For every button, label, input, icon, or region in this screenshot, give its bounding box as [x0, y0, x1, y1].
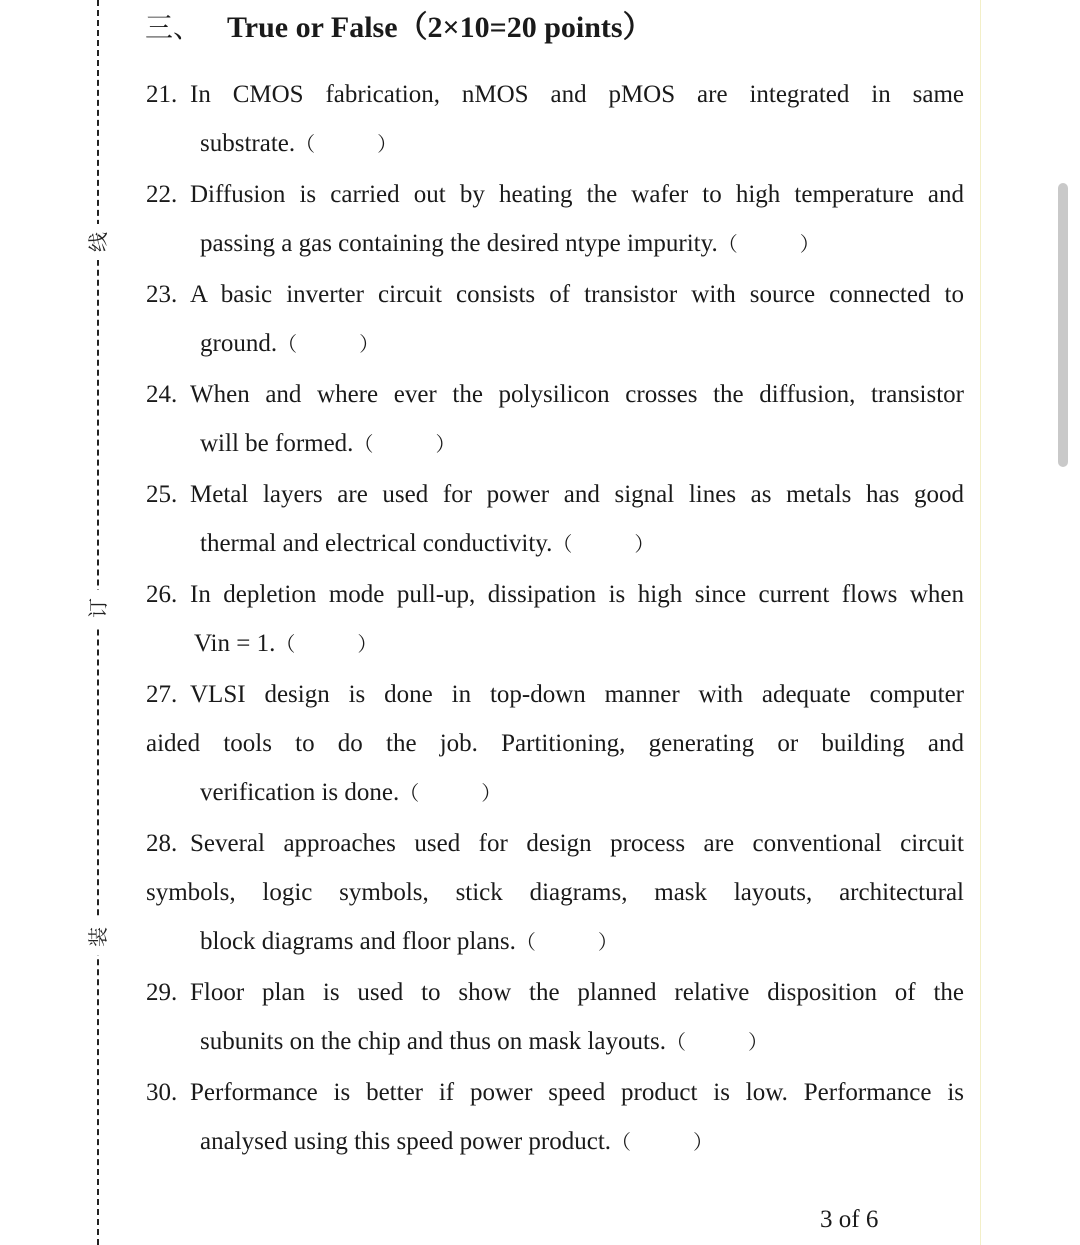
question-item	[146, 1068, 964, 1167]
question-text: In depletion mode pull-up, dissipation is high since current flows when	[190, 581, 964, 608]
question-text: aided tools to do the job. Partitioning, generating or building and	[146, 730, 964, 757]
question-last-line	[146, 1017, 964, 1067]
question-line	[146, 370, 964, 419]
question-text: In CMOS fabrication, nMOS and pMOS are integrated in same	[190, 81, 964, 108]
question-text: ground.	[200, 330, 278, 357]
question-number: 26.	[146, 581, 178, 608]
question-line	[146, 968, 964, 1017]
question-text: subunits on the chip and thus on mask layouts.	[200, 1028, 666, 1055]
blank-close-paren: ）	[597, 930, 618, 954]
blank-close-paren: ）	[357, 632, 378, 656]
question-item	[146, 370, 964, 469]
question-line	[146, 719, 964, 768]
question-item	[146, 570, 964, 669]
section-title: True or False（2×10=20 points）	[227, 11, 653, 44]
question-number: 22.	[146, 181, 178, 208]
question-text: A basic inverter circuit consists of transistor with source connected to	[190, 281, 964, 308]
question-text: block diagrams and floor plans.	[200, 928, 516, 955]
blank-close-paren: ）	[747, 1030, 768, 1054]
answer-blank[interactable]	[516, 918, 618, 967]
answer-blank[interactable]	[399, 769, 501, 818]
blank-open-paren: （	[275, 632, 296, 656]
blank-open-paren: （	[665, 1030, 686, 1054]
question-text: will be formed.	[200, 430, 354, 457]
blank-open-paren: （	[515, 930, 536, 954]
question-number: 27.	[146, 681, 178, 708]
question-last-line	[146, 619, 964, 669]
question-text: thermal and electrical conductivity.	[200, 530, 553, 557]
blank-open-paren: （	[552, 532, 573, 556]
blank-close-paren: ）	[634, 532, 655, 556]
section-heading	[145, 8, 653, 48]
question-text: Floor plan is used to show the planned relative disposition of the	[190, 979, 964, 1006]
question-last-line	[146, 768, 964, 818]
question-text: Diffusion is carried out by heating the wafer to high temperature and	[190, 181, 964, 208]
question-text: symbols, logic symbols, stick diagrams, mask layouts, architectural	[146, 879, 964, 906]
question-last-line	[146, 219, 964, 269]
question-last-line	[146, 319, 964, 369]
question-text: substrate.	[200, 130, 296, 157]
question-line	[146, 170, 964, 219]
blank-close-paren: ）	[481, 781, 502, 805]
page-edge	[980, 0, 981, 1245]
question-item	[146, 968, 964, 1067]
blank-open-paren: （	[295, 132, 316, 156]
question-line	[146, 470, 964, 519]
question-line	[146, 1068, 964, 1117]
blank-close-paren: ）	[799, 232, 820, 256]
question-number: 28.	[146, 830, 178, 857]
page-number: 3 of 6	[820, 1206, 879, 1233]
question-text: Several approaches used for design process are conventional circuit	[190, 830, 964, 857]
blank-close-paren: ）	[359, 332, 380, 356]
question-text: VLSI design is done in top-down manner with adequate computer	[190, 681, 964, 708]
blank-open-paren: （	[353, 432, 374, 456]
blank-open-paren: （	[277, 332, 298, 356]
binding-char-zhuang: 装	[86, 919, 110, 955]
question-item	[146, 670, 964, 818]
question-text: passing a gas containing the desired ntype impurity.	[200, 230, 718, 257]
question-text: Performance is better if power speed product is low. Performance is	[190, 1079, 964, 1106]
question-number: 29.	[146, 979, 178, 1006]
question-line	[146, 868, 964, 917]
question-item	[146, 819, 964, 967]
question-text: analysed using this speed power product.	[200, 1128, 612, 1155]
blank-close-paren: ）	[435, 432, 456, 456]
question-text: Metal layers are used for power and signal lines as metals has good	[190, 481, 964, 508]
blank-open-paren: （	[717, 232, 738, 256]
question-last-line	[146, 419, 964, 469]
answer-blank[interactable]	[353, 420, 455, 469]
question-item	[146, 470, 964, 569]
scrollbar-thumb[interactable]	[1058, 183, 1068, 467]
question-text: verification is done.	[200, 779, 400, 806]
answer-blank[interactable]	[611, 1118, 713, 1167]
blank-close-paren: ）	[693, 1130, 714, 1154]
question-last-line	[146, 119, 964, 169]
question-line	[146, 670, 964, 719]
answer-blank[interactable]	[277, 320, 379, 369]
blank-close-paren: ）	[377, 132, 398, 156]
binding-char-ding: 订	[86, 590, 110, 626]
question-last-line	[146, 1117, 964, 1167]
binding-char-xian: 线	[86, 224, 110, 260]
blank-open-paren: （	[399, 781, 420, 805]
answer-blank[interactable]	[666, 1018, 768, 1067]
question-line	[146, 270, 964, 319]
question-item	[146, 70, 964, 169]
question-number: 30.	[146, 1079, 178, 1106]
answer-blank[interactable]	[275, 620, 377, 669]
question-text: When and where ever the polysilicon crosses the diffusion, transistor	[190, 381, 964, 408]
answer-blank[interactable]	[295, 120, 397, 169]
question-number: 21.	[146, 81, 178, 108]
answer-blank[interactable]	[552, 520, 654, 569]
question-last-line	[146, 917, 964, 967]
question-line	[146, 819, 964, 868]
question-item	[146, 270, 964, 369]
question-last-line	[146, 519, 964, 569]
question-list	[146, 70, 964, 1168]
question-text: Vin = 1.	[194, 630, 276, 657]
question-item	[146, 170, 964, 269]
answer-blank[interactable]	[718, 220, 820, 269]
question-number: 24.	[146, 381, 178, 408]
section-number: 三、	[145, 11, 202, 44]
question-number: 23.	[146, 281, 178, 308]
question-line	[146, 70, 964, 119]
question-line	[146, 570, 964, 619]
question-number: 25.	[146, 481, 178, 508]
blank-open-paren: （	[611, 1130, 632, 1154]
